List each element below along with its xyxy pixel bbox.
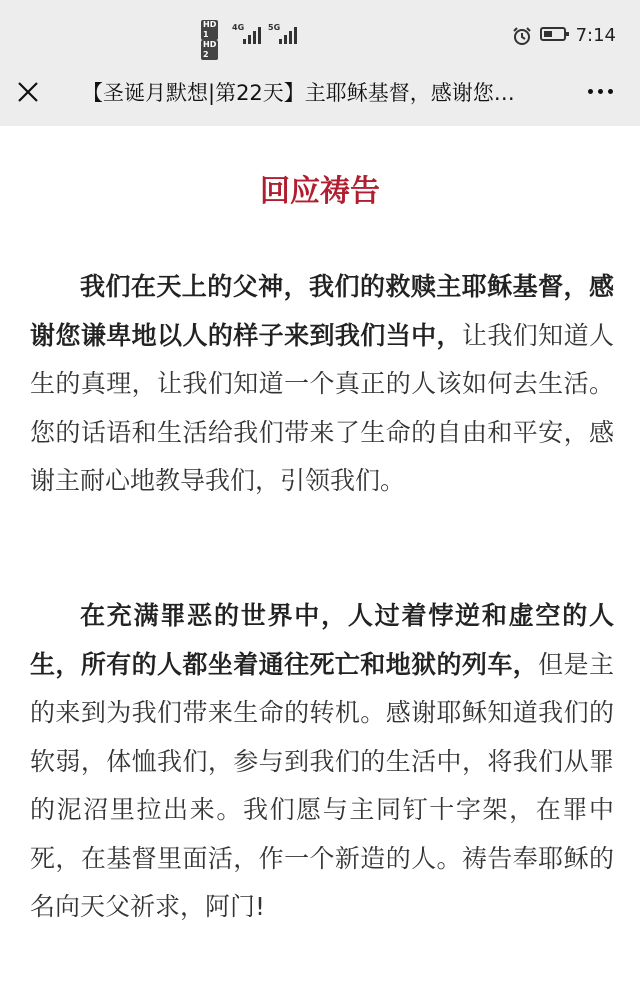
prayer-paragraph-2 xyxy=(30,592,614,932)
paragraph-2-text: 但是主的来到为我们带来生命的转机。感谢耶稣知道我们的软弱，体恤我们，参与到我们的生活中，将我们从罪的泥沼里拉出来。我们愿与主同钉十字架，在罪中死，在基督里面活，作一个新造的人。祷告奉耶稣的名向天父祈求，阿门! xyxy=(30,649,614,921)
sim1-network-label: 4G xyxy=(232,23,245,32)
status-bar xyxy=(0,0,640,60)
paragraph-1-text: 让我们知道人生的真理，让我们知道一个真正的人该如何去生活。您的话语和生活给我们带来了生命的自由和平安，感谢主耐心地教导我们，引领我们。 xyxy=(30,320,614,495)
prayer-paragraph-1 xyxy=(30,263,614,506)
paragraph-2-bold: 在充满罪恶的世界中，人过着悖逆和虚空的人生，所有的人都坐着通往死亡和地狱的列车， xyxy=(30,601,614,679)
signal-icon xyxy=(279,26,301,44)
nav-bar xyxy=(0,66,640,120)
sim2-network-label: 5G xyxy=(268,23,281,32)
signal-icon xyxy=(243,26,265,44)
paragraph-1-bold: 我们在天上的父神，我们的救赎主耶稣基督，感谢您谦卑地以人的样子来到我们当中， xyxy=(30,272,614,350)
top-bar xyxy=(0,0,640,126)
sim1-badge: HD 1 xyxy=(203,20,217,39)
alarm-icon xyxy=(512,26,532,46)
battery-icon xyxy=(540,27,566,41)
more-dots-icon[interactable] xyxy=(586,80,616,104)
section-heading: 回应祷告 xyxy=(260,174,380,209)
page-title: 【圣诞月默想|第22天】主耶稣基督，感谢您… xyxy=(82,81,515,105)
status-time: 7:14 xyxy=(575,25,616,46)
close-icon[interactable] xyxy=(14,78,42,106)
sim2-badge: HD 2 xyxy=(203,40,217,59)
article-content xyxy=(0,126,640,1000)
